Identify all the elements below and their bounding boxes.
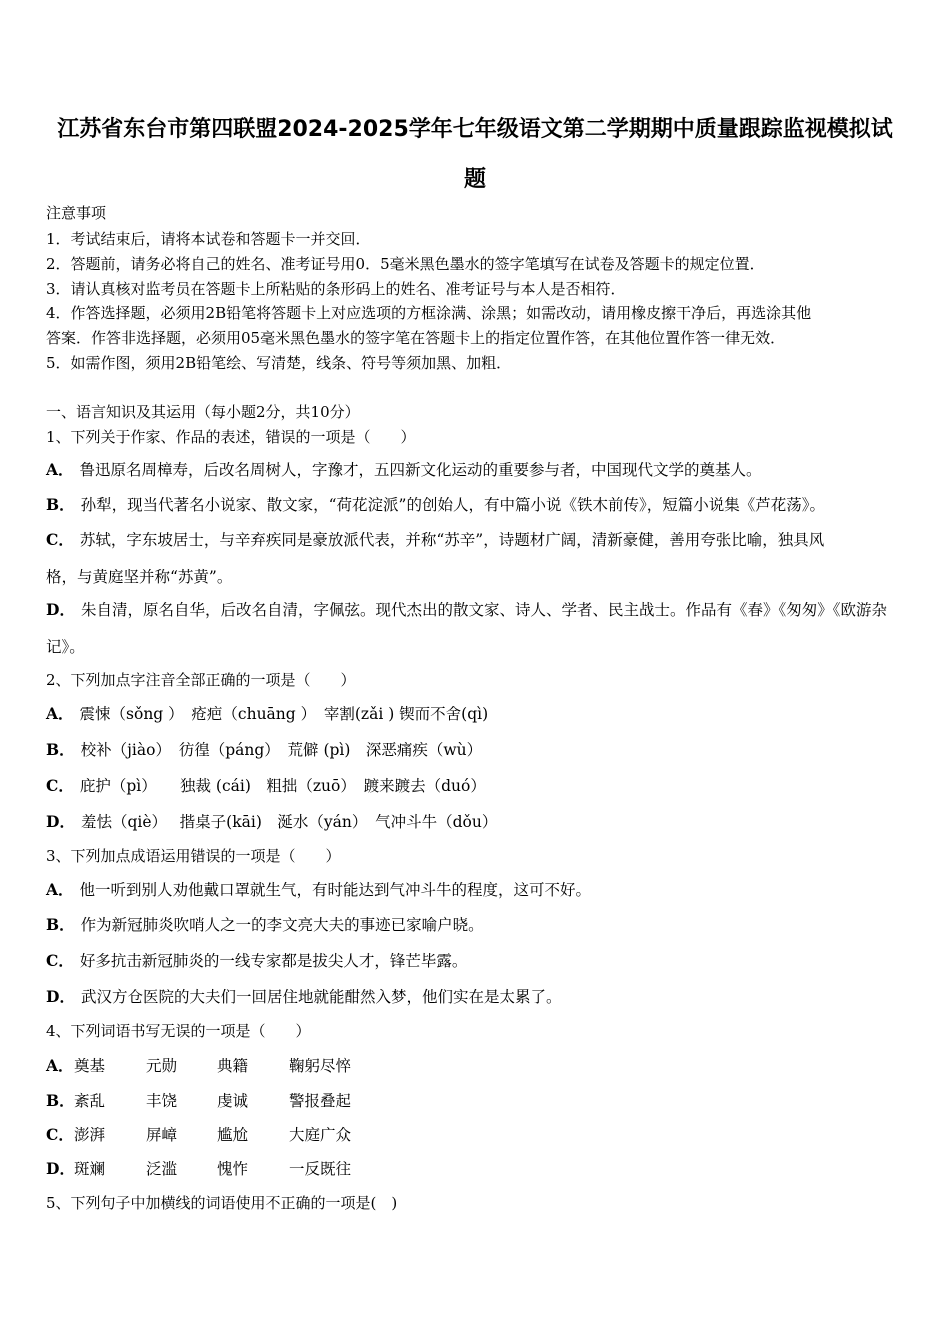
- word: 警报叠起: [289, 1092, 352, 1110]
- word: 虔诚: [217, 1092, 249, 1110]
- word: 丰饶: [146, 1092, 178, 1110]
- question-3-option-c: C． 好多抗击新冠肺炎的一线专家都是拔尖人才，锋芒毕露。: [46, 951, 468, 970]
- word: 奠基: [74, 1057, 106, 1075]
- notice-item: 答案．作答非选择题，必须用05毫米黑色墨水的签字笔在答题卡上的指定位置作答，在其他位置作答一律无效．: [46, 329, 786, 347]
- exam-title: 江苏省东台市第四联盟2024-2025学年七年级语文第二学期期中质量跟踪监视模拟试: [57, 117, 893, 142]
- question-5-stem: 5、下列句子中加横线的词语使用不正确的一项是( ): [46, 1194, 398, 1212]
- question-2-option-d: D． 羞怯（qiè） 揩桌子(kāi) 涎水（yán） 气冲斗牛（dǒu）: [46, 812, 498, 831]
- question-1-stem: 1、下列关于作家、作品的表述，错误的一项是（ ）: [46, 428, 416, 446]
- notice-heading: 注意事项: [46, 204, 107, 222]
- question-1-option-d: D． 朱自清，原名自华，后改名自清，字佩弦。现代杰出的散文家、诗人、学者、民主战士。作品有《春》《匆匆》《欧游杂: [46, 600, 887, 619]
- question-1-option-c: C． 苏轼，字东坡居士，与辛弃疾同是豪放派代表，并称“苏辛”，诗题材广阔，清新豪健，善用夸张比喻，独具风: [46, 530, 825, 549]
- question-1-option-a: A． 鲁迅原名周樟寿，后改名周树人，字豫才，五四新文化运动的重要参与者，中国现代文学的奠基人。: [46, 460, 762, 479]
- word: 大庭广众: [289, 1126, 352, 1144]
- question-4-option-b: B．: [46, 1091, 75, 1110]
- question-4-stem: 4、下列词语书写无误的一项是（ ）: [46, 1022, 311, 1040]
- word: 元勋: [146, 1057, 178, 1075]
- question-3-option-b: B． 作为新冠肺炎吹哨人之一的李文亮大夫的事迹已家喻户晓。: [46, 915, 484, 934]
- notice-item: 5．如需作图，须用2B铅笔绘、写清楚，线条、符号等须加黑、加粗．: [46, 354, 512, 372]
- word: 一反既往: [289, 1160, 352, 1178]
- question-4-option-d: D．: [46, 1159, 75, 1178]
- question-2-option-c: C． 庇护（pì） 独裁 (cái) 粗拙（zuō） 踱来踱去（duó）: [46, 776, 486, 795]
- question-2-stem: 2、下列加点字注音全部正确的一项是（ ）: [46, 671, 356, 689]
- notice-item: 4．作答选择题，必须用2B铅笔将答题卡上对应选项的方框涂满、涂黑；如需改动，请用橡皮擦干净后，再选涂其他: [46, 304, 812, 322]
- question-4-option-a: A．: [46, 1056, 74, 1075]
- word: 典籍: [217, 1057, 249, 1075]
- question-3-option-d: D． 武汉方仓医院的大夫们一回居住地就能酣然入梦，他们实在是太累了。: [46, 987, 562, 1006]
- word: 紊乱: [74, 1092, 106, 1110]
- question-3-option-a: A． 他一听到别人劝他戴口罩就生气，有时能达到气冲斗牛的程度，这可不好。: [46, 880, 592, 899]
- question-4-option-c: C．: [46, 1125, 74, 1144]
- question-2-option-b: B． 校补（jiào） 彷徨（páng） 荒僻 (pì) 深恶痛疾（wù）: [46, 740, 483, 759]
- word: 澎湃: [74, 1126, 106, 1144]
- question-2-option-a: A． 震悚（sǒng ） 疮疤（chuāng ） 宰割(zǎi ) 锲而不舍(qì): [46, 704, 489, 723]
- question-1-option-c-continued: 格，与黄庭坚并称“苏黄”。: [46, 568, 233, 586]
- word: 斑斓: [74, 1160, 106, 1178]
- word: 鞠躬尽悴: [289, 1057, 352, 1075]
- question-1-option-b: B． 孙犁，现当代著名小说家、散文家，“荷花淀派”的创始人，有中篇小说《铁木前传》，短篇小说集《芦花荡》。: [46, 495, 825, 514]
- notice-item: 2．答题前，请务必将自己的姓名、准考证号用0．5毫米黑色墨水的签字笔填写在试卷及答题卡的规定位置．: [46, 255, 765, 273]
- question-3-stem: 3、下列加点成语运用错误的一项是（ ）: [46, 847, 341, 865]
- question-1-option-d-continued: 记》。: [46, 638, 85, 656]
- word: 尴尬: [217, 1126, 249, 1144]
- exam-title-continued: 题: [463, 167, 486, 192]
- section-heading: 一、语言知识及其运用（每小题2分，共10分）: [46, 403, 360, 421]
- word: 屏嶂: [146, 1126, 178, 1144]
- notice-item: 1．考试结束后，请将本试卷和答题卡一并交回．: [46, 230, 371, 248]
- word: 愧怍: [217, 1160, 249, 1178]
- notice-item: 3．请认真核对监考员在答题卡上所粘贴的条形码上的姓名、准考证号与本人是否相符．: [46, 280, 626, 298]
- word: 泛滥: [146, 1160, 178, 1178]
